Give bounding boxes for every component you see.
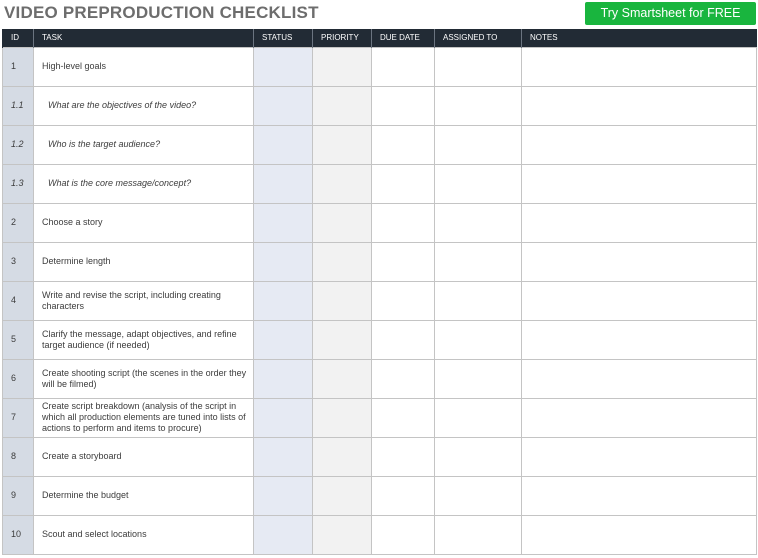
status-cell[interactable] (254, 164, 313, 203)
status-cell[interactable] (254, 398, 313, 437)
assigned-to-cell[interactable] (435, 359, 522, 398)
assigned-to-cell[interactable] (435, 476, 522, 515)
column-header-id: ID (3, 29, 34, 47)
status-cell[interactable] (254, 203, 313, 242)
notes-cell[interactable] (522, 164, 757, 203)
priority-cell[interactable] (313, 164, 372, 203)
table-row (3, 437, 757, 476)
notes-cell[interactable] (522, 359, 757, 398)
priority-cell[interactable] (313, 476, 372, 515)
table-row (3, 47, 757, 86)
task-cell[interactable] (34, 359, 254, 398)
id-cell: 1.3 (3, 164, 34, 203)
task-text: Determine length (42, 256, 111, 266)
task-cell[interactable] (34, 125, 254, 164)
status-cell[interactable] (254, 515, 313, 554)
notes-cell[interactable] (522, 476, 757, 515)
due-date-cell[interactable] (372, 359, 435, 398)
id-cell: 10 (3, 515, 34, 554)
task-cell[interactable] (34, 203, 254, 242)
table-row (3, 164, 757, 203)
priority-cell[interactable] (313, 47, 372, 86)
id-cell: 3 (3, 242, 34, 281)
id-cell: 9 (3, 476, 34, 515)
task-text: Create shooting script (the scenes in the order they will be filmed) (42, 367, 247, 389)
column-header-due-date: DUE DATE (372, 29, 435, 47)
task-text: Scout and select locations (42, 529, 147, 539)
page-title: VIDEO PREPRODUCTION CHECKLIST (4, 3, 319, 22)
id-cell: 1.2 (3, 125, 34, 164)
task-text: Create script breakdown (analysis of the script in which all production elements are tuned into lists of actions to perform and items to procure) (42, 401, 246, 433)
task-cell[interactable] (34, 515, 254, 554)
priority-cell[interactable] (313, 437, 372, 476)
table-row (3, 320, 757, 359)
task-cell[interactable] (34, 47, 254, 86)
status-cell[interactable] (254, 86, 313, 125)
assigned-to-cell[interactable] (435, 242, 522, 281)
notes-cell[interactable] (522, 47, 757, 86)
notes-cell[interactable] (522, 320, 757, 359)
assigned-to-cell[interactable] (435, 86, 522, 125)
task-text: Clarify the message, adapt objectives, and refine target audience (if needed) (42, 328, 237, 350)
assigned-to-cell[interactable] (435, 437, 522, 476)
notes-cell[interactable] (522, 86, 757, 125)
table-row (3, 476, 757, 515)
task-text: Choose a story (42, 217, 103, 227)
task-text: Write and revise the script, including creating characters (42, 289, 221, 311)
priority-cell[interactable] (313, 515, 372, 554)
header-row (3, 29, 757, 47)
notes-cell[interactable] (522, 125, 757, 164)
assigned-to-cell[interactable] (435, 398, 522, 437)
task-cell[interactable] (34, 398, 254, 437)
id-cell: 2 (3, 203, 34, 242)
task-cell[interactable] (34, 242, 254, 281)
due-date-cell[interactable] (372, 203, 435, 242)
column-header-notes: NOTES (522, 29, 757, 47)
priority-cell[interactable] (313, 86, 372, 125)
table-row (3, 242, 757, 281)
table-row (3, 515, 757, 554)
assigned-to-cell[interactable] (435, 203, 522, 242)
notes-cell[interactable] (522, 515, 757, 554)
task-text: Create a storyboard (42, 451, 122, 461)
id-cell: 1 (3, 47, 34, 86)
due-date-cell[interactable] (372, 281, 435, 320)
notes-cell[interactable] (522, 203, 757, 242)
try-smartsheet-button[interactable]: Try Smartsheet for FREE (585, 2, 756, 25)
assigned-to-cell[interactable] (435, 47, 522, 86)
id-cell: 7 (3, 398, 34, 437)
id-cell: 1.1 (3, 86, 34, 125)
priority-cell[interactable] (313, 359, 372, 398)
due-date-cell[interactable] (372, 515, 435, 554)
status-cell[interactable] (254, 476, 313, 515)
due-date-cell[interactable] (372, 398, 435, 437)
task-text: Who is the target audience? (48, 139, 161, 149)
status-cell[interactable] (254, 47, 313, 86)
notes-cell[interactable] (522, 437, 757, 476)
due-date-cell[interactable] (372, 437, 435, 476)
table-row (3, 125, 757, 164)
id-cell: 8 (3, 437, 34, 476)
task-text: Determine the budget (42, 490, 129, 500)
status-cell[interactable] (254, 242, 313, 281)
due-date-cell[interactable] (372, 86, 435, 125)
task-cell[interactable] (34, 437, 254, 476)
due-date-cell[interactable] (372, 320, 435, 359)
task-text: What are the objectives of the video? (48, 100, 197, 110)
task-cell[interactable] (34, 320, 254, 359)
id-cell: 4 (3, 281, 34, 320)
priority-cell[interactable] (313, 281, 372, 320)
assigned-to-cell[interactable] (435, 281, 522, 320)
assigned-to-cell[interactable] (435, 320, 522, 359)
column-header-status: STATUS (254, 29, 313, 47)
task-cell[interactable] (34, 476, 254, 515)
table-row (3, 86, 757, 125)
status-cell[interactable] (254, 320, 313, 359)
task-cell[interactable] (34, 164, 254, 203)
due-date-cell[interactable] (372, 47, 435, 86)
id-cell: 5 (3, 320, 34, 359)
checklist-table (2, 29, 757, 555)
task-cell[interactable] (34, 86, 254, 125)
priority-cell[interactable] (313, 125, 372, 164)
column-header-assigned-to: ASSIGNED TO (435, 29, 522, 47)
priority-cell[interactable] (313, 203, 372, 242)
priority-cell[interactable] (313, 398, 372, 437)
task-text: What is the core message/concept? (48, 178, 192, 188)
priority-cell[interactable] (313, 320, 372, 359)
priority-cell[interactable] (313, 242, 372, 281)
notes-cell[interactable] (522, 281, 757, 320)
due-date-cell[interactable] (372, 164, 435, 203)
task-cell[interactable] (34, 281, 254, 320)
status-cell[interactable] (254, 359, 313, 398)
status-cell[interactable] (254, 281, 313, 320)
due-date-cell[interactable] (372, 476, 435, 515)
table-row (3, 398, 757, 437)
notes-cell[interactable] (522, 242, 757, 281)
task-text: High-level goals (42, 61, 107, 71)
column-header-task: TASK (34, 29, 254, 47)
status-cell[interactable] (254, 125, 313, 164)
assigned-to-cell[interactable] (435, 515, 522, 554)
assigned-to-cell[interactable] (435, 125, 522, 164)
due-date-cell[interactable] (372, 125, 435, 164)
notes-cell[interactable] (522, 398, 757, 437)
due-date-cell[interactable] (372, 242, 435, 281)
table-row (3, 359, 757, 398)
column-header-priority: PRIORITY (313, 29, 372, 47)
assigned-to-cell[interactable] (435, 164, 522, 203)
table-row (3, 281, 757, 320)
status-cell[interactable] (254, 437, 313, 476)
id-cell: 6 (3, 359, 34, 398)
table-row (3, 203, 757, 242)
